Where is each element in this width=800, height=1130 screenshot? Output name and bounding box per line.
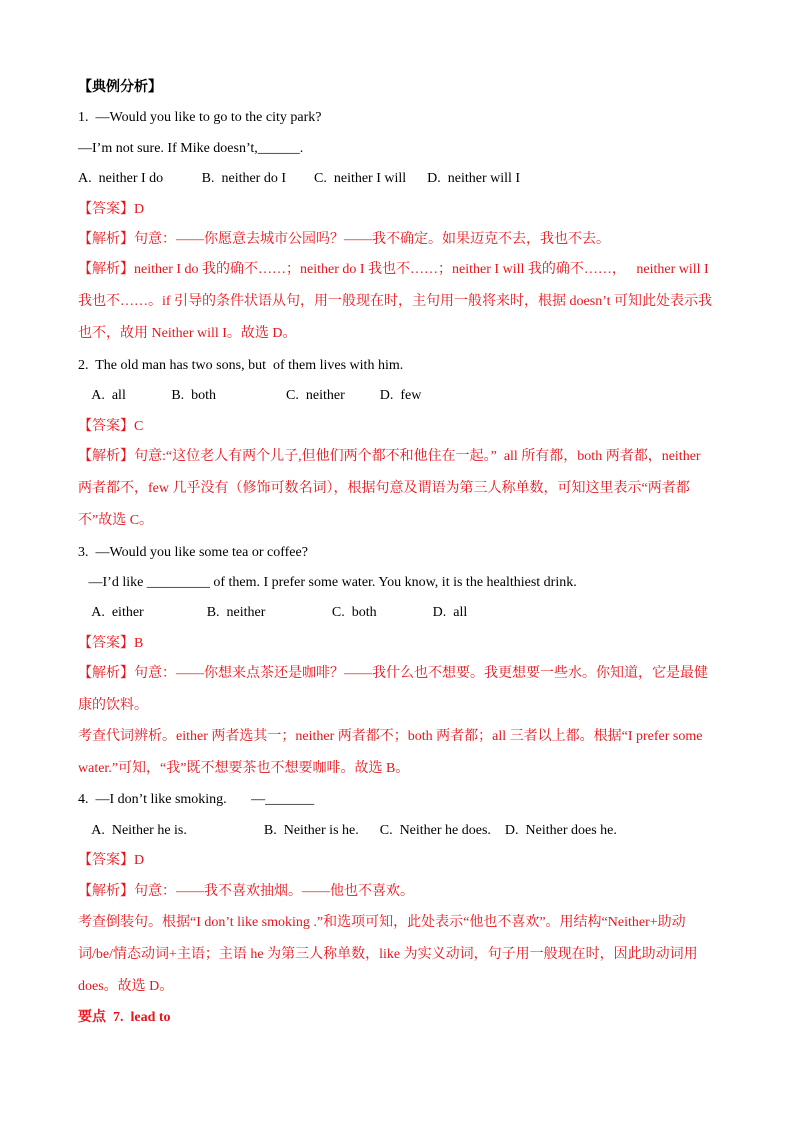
q4-options: A. Neither he is. B. Neither is he. C. Neither he does. D. Neither does he. — [78, 823, 617, 838]
q3-options: A. either B. neither C. both D. all — [78, 605, 468, 620]
q4-answer: 【答案】D — [78, 853, 145, 868]
q1-explanation-4: 也不，故用 Neither will I。故选 D。 — [78, 326, 297, 341]
q4-explanation-1: 【解析】句意：——我不喜欢抽烟。——他也不喜欢。 — [78, 884, 414, 899]
q2-explanation-1: 【解析】句意:“这位老人有两个儿子,但他们两个都不和他住在一起。” all 所有都，both 两者都，neither — [78, 449, 701, 464]
q1-explanation-1: 【解析】句意：——你愿意去城市公园吗？——我不确定。如果迈克不去，我也不去。 — [78, 232, 610, 247]
q4-explanation-2: 考查倒装句。根据“I don’t like smoking .”和选项可知，此处表示“他也不喜欢”。用结构“Neither+助动 — [78, 915, 686, 930]
q2-stem: 2. The old man has two sons, but of them lives with him. — [78, 358, 404, 373]
q3-stem-reply: —I’d like _________ of them. I prefer some water. You know, it is the healthiest drink. — [78, 575, 577, 590]
q2-explanation-3: 不”故选 C。 — [78, 513, 154, 528]
q1-options: A. neither I do B. neither do I C. neither I will D. neither will I — [78, 171, 521, 186]
q4-explanation-3: 词/be/情态动词+主语；主语 he 为第三人称单数，like 为实义动词，句子用一般现在时，因此助动词用 — [78, 947, 698, 962]
point-title: 要点 7. lead to — [78, 1010, 171, 1025]
q4-explanation-4: does。故选 D。 — [78, 979, 174, 994]
q4-stem: 4. —I don’t like smoking. —_______ — [78, 792, 315, 807]
q1-stem: 1. —Would you like to go to the city park? — [78, 110, 322, 125]
q3-explanation-2: 康的饮料。 — [78, 698, 148, 713]
q2-answer: 【答案】C — [78, 419, 144, 434]
q1-explanation-3: 我也不……。if 引导的条件状语从句，用一般现在时，主句用一般将来时，根据 doesn’t 可知此处表示我 — [78, 294, 713, 309]
q2-options: A. all B. both C. neither D. few — [78, 388, 422, 403]
q1-stem-reply: —I’m not sure. If Mike doesn’t,______. — [78, 141, 304, 156]
q1-answer: 【答案】D — [78, 202, 145, 217]
q2-explanation-2: 两者都不，few 几乎没有（修饰可数名词），根据句意及谓语为第三人称单数，可知这里表示“两者都 — [78, 481, 690, 496]
section-title: 【典例分析】 — [78, 79, 162, 95]
q3-explanation-1: 【解析】句意：——你想来点茶还是咖啡？——我什么也不想要。我更想要一些水。你知道，它是最健 — [78, 666, 708, 681]
q3-explanation-3: 考查代词辨析。either 两者选其一；neither 两者都不；both 两者都；all 三者以上都。根据“I prefer some — [78, 729, 703, 744]
q3-stem: 3. —Would you like some tea or coffee? — [78, 545, 308, 560]
q3-answer: 【答案】B — [78, 636, 144, 651]
q3-explanation-4: water.”可知，“我”既不想要茶也不想要咖啡。故选 B。 — [78, 761, 410, 776]
q1-explanation-2: 【解析】neither I do 我的确不……；neither do I 我也不……；neither I will 我的确不……， neither will I — [78, 262, 709, 277]
